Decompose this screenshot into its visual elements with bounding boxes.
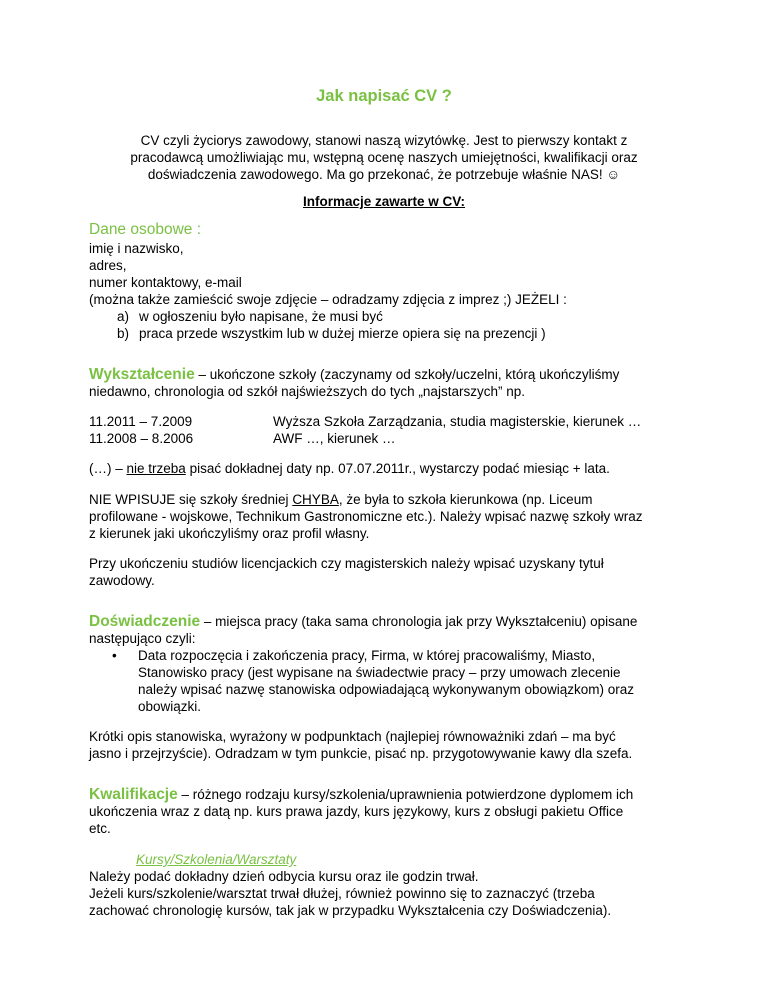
education-row bbox=[89, 430, 396, 447]
intro-line: pracodawcą umożliwiając mu, wstępną ocenę naszych umiejętności, kwalifikacji oraz bbox=[130, 150, 638, 165]
note-text: pisać dokładnej daty np. 07.07.2011r., wystarczy podać miesiąc + lata. bbox=[185, 461, 610, 476]
wyksztalcenie-heading: Wykształcenie bbox=[89, 366, 195, 383]
p2-text: , że była to szkoła kierunkowa (np. Liceum bbox=[338, 492, 593, 507]
wyksztalcenie-p3-line: Przy ukończeniu studiów licencjackich czy magisterskich należy wpisać uzyskany tytuł bbox=[89, 556, 604, 571]
dane-heading-line bbox=[89, 221, 201, 238]
intro-line: CV czyli życiorys zawodowy, stanowi naszą wizytówkę. Jest to pierwszy kontakt z bbox=[140, 133, 628, 148]
bullet-line: należy wpisać nazwę stanowiska odpowiadającą wykonywanym obowiązkom) oraz bbox=[138, 682, 634, 697]
kwalifikacje-line: etc. bbox=[89, 821, 111, 836]
dane-line: (można także zamieścić swoje zdjęcie – odradzamy zdjęcia z imprez ;) JEŻELI : bbox=[89, 292, 567, 307]
intro-paragraph bbox=[110, 132, 658, 183]
note-underlined: nie trzeba bbox=[126, 461, 186, 476]
doswiadczenie-p2-line: jasno i przejrzyście). Odradzam w tym punkcie, pisać np. przygotowywanie kawy dla szefa. bbox=[89, 746, 633, 761]
list-marker: a) bbox=[117, 309, 130, 324]
education-desc: Wyższa Szkoła Zarządzania, studia magisterskie, kierunek … bbox=[273, 414, 642, 429]
p2-underlined: CHYBA bbox=[292, 492, 339, 507]
dane-line: imię i nazwisko, bbox=[89, 241, 184, 256]
kursy-line: zachować chronologię kursów, tak jak w przypadku Wykształcenia czy Doświadczenia). bbox=[89, 903, 612, 918]
education-row bbox=[89, 413, 641, 430]
list-text: w ogłoszeniu było napisane, że musi być bbox=[139, 309, 383, 324]
kursy-line: Należy podać dokładny dzień odbycia kursu oraz ile godzin trwał. bbox=[89, 869, 479, 884]
bullet-line: obowiązki. bbox=[138, 699, 202, 714]
doswiadczenie-heading: Doświadczenie bbox=[89, 613, 201, 630]
dane-heading: Dane osobowe bbox=[89, 221, 193, 238]
dane-colon: : bbox=[192, 221, 202, 238]
kursy-line: Jeżeli kurs/szkolenie/warsztat trwał dłużej, również powinno się to zaznaczyć (trzeba bbox=[89, 886, 595, 901]
education-desc: AWF …, kierunek … bbox=[273, 431, 396, 446]
page-title: Jak napisać CV ? bbox=[316, 87, 452, 105]
wyksztalcenie-heading-line bbox=[89, 366, 619, 383]
kursy-subheading: Kursy/Szkolenia/Warsztaty bbox=[136, 852, 297, 867]
kwalifikacje-line: ukończenia wraz z datą np. kurs prawa jazdy, kurs językowy, kurs z obsługi pakietu Office bbox=[89, 804, 624, 819]
doswiadczenie-p2-line: Krótki opis stanowiska, wyrażony w podpunktach (najlepiej równoważniki zdań – ma być bbox=[89, 729, 616, 744]
intro-line: doświadczenia zawodowego. Ma go przekonać, że potrzebuje właśnie NAS! ☺ bbox=[147, 167, 621, 182]
wyksztalcenie-p3-line: zawodowy. bbox=[89, 573, 155, 588]
education-date: 11.2011 – 7.2009 bbox=[89, 414, 193, 429]
wyksztalcenie-rest: – ukończone szkoły (zaczynamy od szkoły/uczelni, którą ukończyliśmy bbox=[194, 367, 620, 382]
education-date: 11.2008 – 8.2006 bbox=[89, 431, 194, 446]
note-text: (…) – bbox=[89, 461, 127, 476]
kwalifikacje-heading: Kwalifikacje bbox=[89, 786, 178, 803]
bullet-icon: • bbox=[112, 648, 117, 663]
doswiadczenie-rest: – miejsca pracy (taka sama chronologia jak przy Wykształceniu) opisane bbox=[200, 614, 638, 629]
wyksztalcenie-p2-line: profilowane - wojskowe, Technikum Gastronomiczne etc.). Należy wpisać nazwę szkoły wraz bbox=[89, 509, 643, 524]
doswiadczenie-heading-line bbox=[89, 613, 637, 630]
list-marker: b) bbox=[117, 326, 130, 341]
kwalifikacje-heading-line bbox=[89, 786, 633, 803]
dane-line: adres, bbox=[89, 258, 127, 273]
p2-text: NIE WPISUJE się szkoły średniej bbox=[89, 492, 293, 507]
wyksztalcenie-note bbox=[89, 460, 610, 477]
list-text: praca przede wszystkim lub w dużej mierze opiera się na prezencji ) bbox=[139, 326, 546, 341]
bullet-line: Stanowisko pracy (jest wypisane na świadectwie pracy – przy umowach zlecenie bbox=[138, 665, 621, 680]
dane-line: numer kontaktowy, e-mail bbox=[89, 275, 242, 290]
bullet-line: Data rozpoczęcia i zakończenia pracy, Firma, w której pracowaliśmy, Miasto, bbox=[138, 648, 596, 663]
wyksztalcenie-p2-line: z kierunek jaki ukończyliśmy oraz profil własny. bbox=[89, 526, 370, 541]
kwalifikacje-rest: – różnego rodzaju kursy/szkolenia/uprawnienia potwierdzone dyplomem ich bbox=[177, 787, 634, 802]
wyksztalcenie-line: niedawno, chronologia od szkół najświeższych do tych „najstarszych” np. bbox=[89, 384, 525, 399]
wyksztalcenie-p2-line bbox=[89, 491, 592, 508]
section-subheading: Informacje zawarte w CV: bbox=[302, 194, 466, 209]
dane-list-item bbox=[117, 325, 546, 342]
dane-list-item bbox=[117, 308, 383, 325]
doswiadczenie-line: następująco czyli: bbox=[89, 631, 196, 646]
